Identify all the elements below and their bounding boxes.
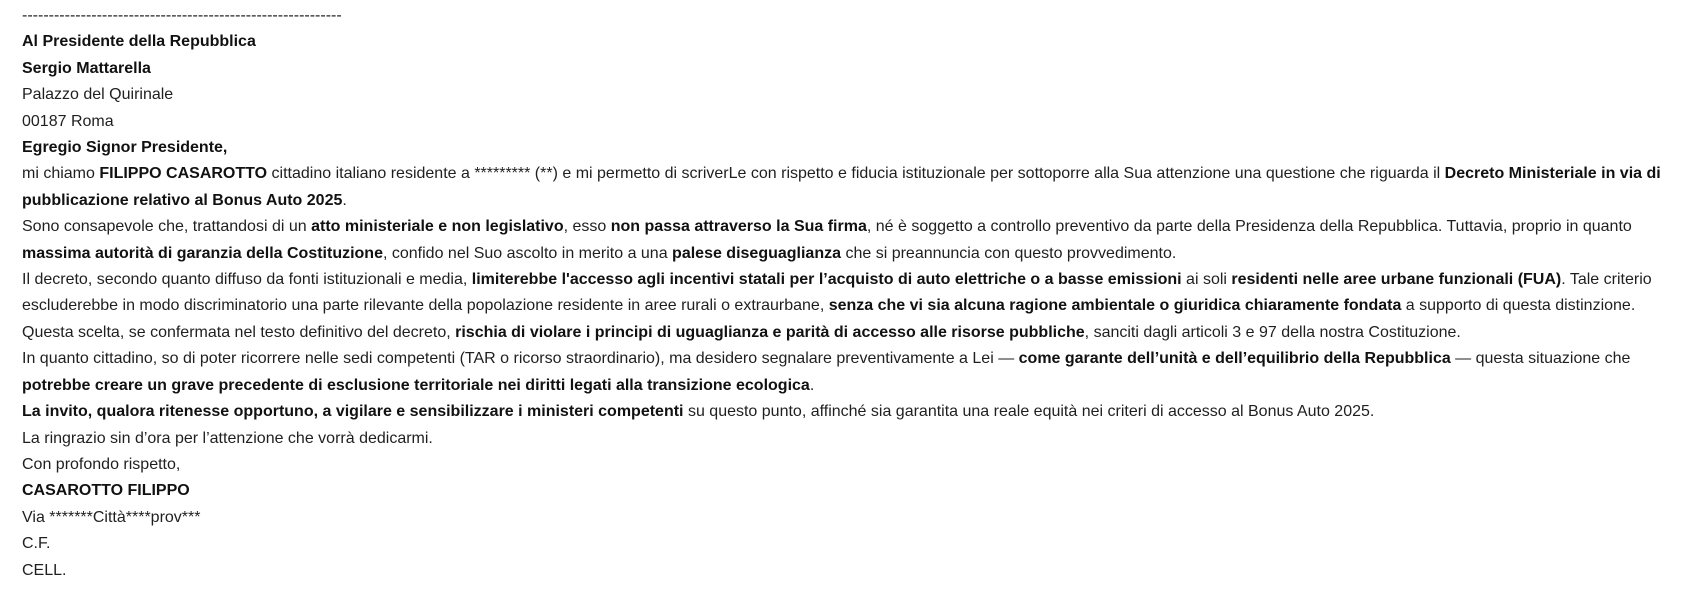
paragraph-constitution xyxy=(22,320,1682,346)
paragraph-request xyxy=(22,399,1682,425)
bold-text-run: residenti nelle aree urbane funzionali (FUA) xyxy=(1231,271,1562,289)
bold-text-run: massima autorità di garanzia della Costituzione xyxy=(22,244,383,262)
paragraph-awareness xyxy=(22,214,1682,267)
signature-phone: CELL. xyxy=(22,561,67,579)
text-run: , né è soggetto a controllo preventivo da parte della Presidenza della Repubblica. Tuttavia, proprio in quanto xyxy=(866,218,1632,236)
bold-text-run: rischia di violare i principi di uguaglianza e parità di accesso alle risorse pubbliche xyxy=(455,323,1085,341)
bold-text-run: palese diseguaglianza xyxy=(672,244,841,262)
signature-tax-code: C.F. xyxy=(22,535,51,553)
text-run: ai soli xyxy=(1181,271,1232,289)
bold-text-run: La invito, qualora ritenesse opportuno, a vigilare e sensibilizzare i ministeri competenti xyxy=(22,403,684,421)
bold-text-run: Decreto Ministeriale in via di pubblicazione relativo al Bonus Auto 2025 xyxy=(22,165,1661,209)
text-run: Il decreto, secondo quanto diffuso da fonti istituzionali e media, xyxy=(22,271,472,289)
paragraph-introduction xyxy=(22,161,1682,214)
text-run: . xyxy=(809,376,815,394)
bold-text-run: limiterebbe l'accesso agli incentivi statali per l’acquisto di auto elettriche o a basse emissioni xyxy=(471,271,1182,289)
recipient-title: Al Presidente della Repubblica xyxy=(22,33,256,51)
text-run: . xyxy=(342,191,347,209)
text-run: Sono consapevole che, trattandosi di un xyxy=(22,218,312,236)
text-run: . Tale criterio escluderebbe in modo discriminatorio una parte rilevante della popolazione residente in aree rurali o extraurbane, xyxy=(22,271,1652,315)
text-run: , confido nel Suo ascolto in merito a una xyxy=(382,244,673,262)
bold-text-run: atto ministeriale e non legislativo xyxy=(311,218,564,236)
text-run: , esso xyxy=(563,218,611,236)
text-run: — questa situazione che xyxy=(1450,350,1631,368)
recipient-name: Sergio Mattarella xyxy=(22,59,151,77)
text-run: , sanciti dagli articoli 3 e 97 della nostra Costituzione. xyxy=(1084,323,1461,341)
text-run: mi chiamo xyxy=(22,165,100,183)
bold-text-run: non passa attraverso la Sua firma xyxy=(610,218,867,236)
bold-text-run: senza che vi sia alcuna ragione ambientale o giuridica chiaramente fondata xyxy=(828,297,1402,315)
closing-thanks: La ringrazio sin d’ora per l’attenzione che vorrà dedicarmi. xyxy=(22,429,433,447)
bold-text-run: come garante dell’unità e dell’equilibrio della Repubblica xyxy=(1018,350,1451,368)
separator-line: ------------------------------------------------------------ xyxy=(22,7,342,24)
text-run: cittadino italiano residente a ********* (**) e mi permetto di scriverLe con rispetto e fiducia istituzionale per sottoporre alla Sua attenzione una questione che riguarda il xyxy=(267,165,1445,183)
signature-address: Via *******Città****prov*** xyxy=(22,508,201,526)
paragraph-decree xyxy=(22,267,1682,320)
text-run: che si preannuncia con questo provvedimento. xyxy=(841,244,1177,262)
recipient-address: Palazzo del Quirinale xyxy=(22,86,174,104)
recipient-postal-city: 00187 Roma xyxy=(22,112,114,130)
signature-name: CASAROTTO FILIPPO xyxy=(22,482,190,500)
letter-body xyxy=(22,3,1682,584)
bold-text-run: potrebbe creare un grave precedente di esclusione territoriale nei diritti legati alla transizione ecologica xyxy=(22,376,810,394)
text-run: In quanto cittadino, so di poter ricorrere nelle sedi competenti (TAR o ricorso straordinario), ma desidero segnalare preventivamente a Lei — xyxy=(22,350,1019,368)
paragraph-citizen xyxy=(22,346,1682,399)
text-run: a supporto di questa distinzione. xyxy=(1401,297,1636,315)
bold-text-run: FILIPPO CASAROTTO xyxy=(99,165,268,183)
closing-respect: Con profondo rispetto, xyxy=(22,455,181,473)
salutation: Egregio Signor Presidente, xyxy=(22,139,228,157)
text-run: Questa scelta, se confermata nel testo definitivo del decreto, xyxy=(22,323,456,341)
text-run: su questo punto, affinché sia garantita una reale equità nei criteri di accesso al Bonus Auto 2025. xyxy=(683,403,1375,421)
